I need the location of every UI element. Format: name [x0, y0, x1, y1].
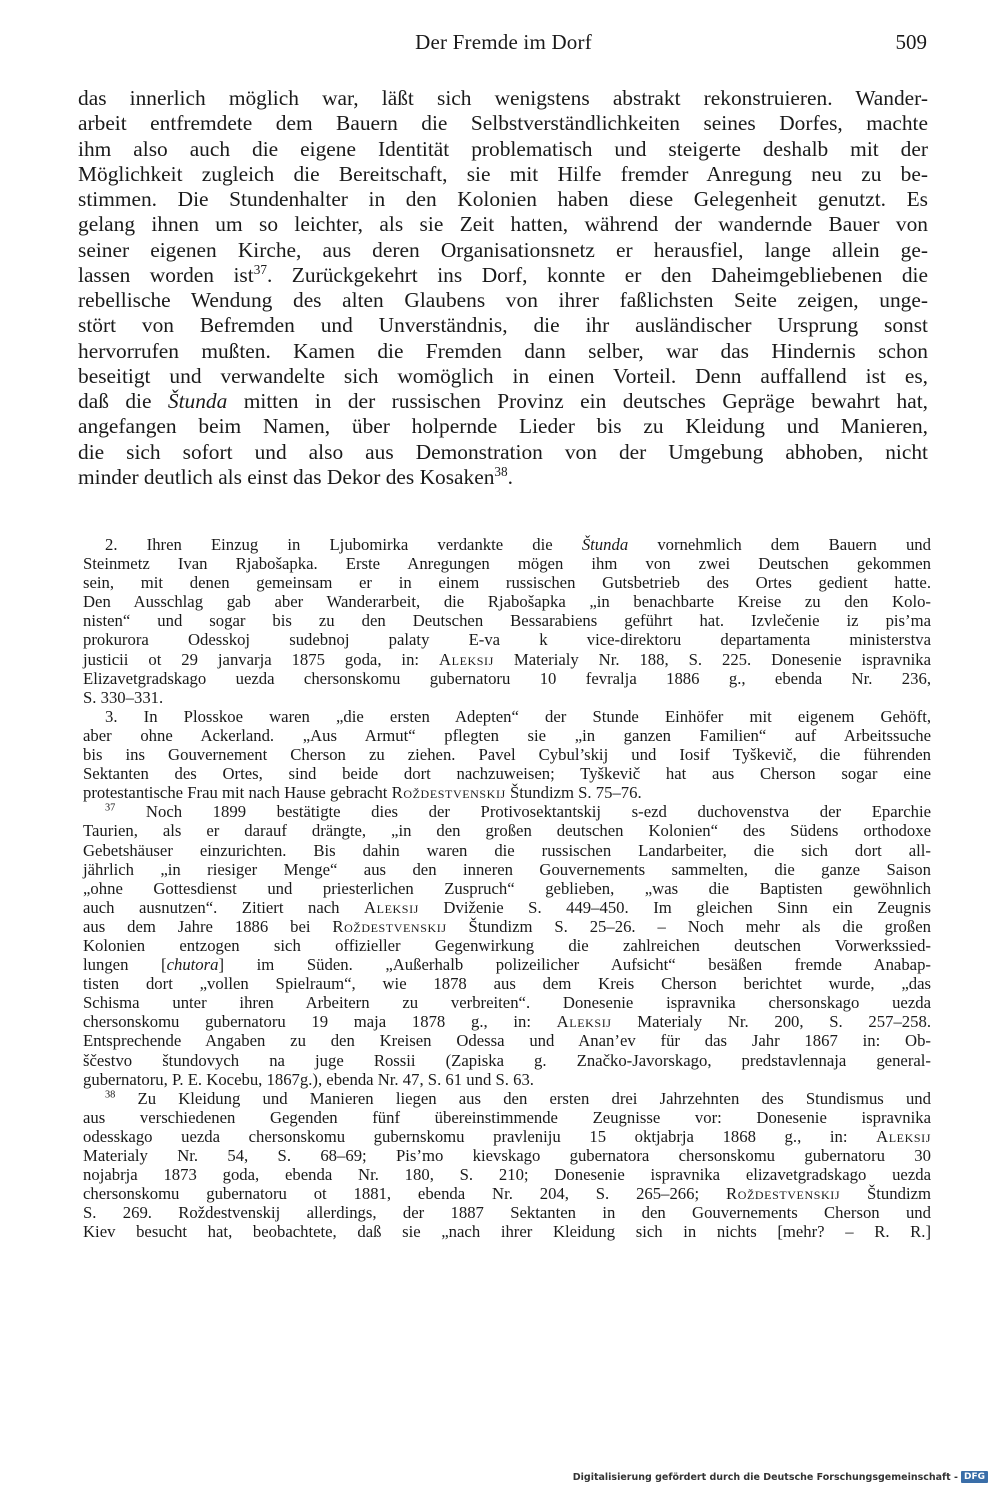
text-line: rebellische Wendung des alten Glaubens von ihrer faßlichsten Seite zeigen, unge-: [78, 288, 928, 312]
text-line: seiner eigenen Kirche, aus deren Organisationsnetz er herausfiel, lange allein ge-: [78, 237, 928, 262]
footnote-ref-38: 38: [494, 463, 508, 479]
main-paragraph: [78, 86, 928, 490]
running-head: [80, 30, 927, 62]
text-line: gelang ihnen um so leichter, als sie Zeit hatten, während der wandernde Bauer von: [78, 212, 928, 237]
footnote-marker-37: 37: [105, 802, 116, 814]
text-line: minder deutlich als einst das Dekor des Kosaken$^{38}$.: [78, 463, 514, 489]
notes-section: [83, 535, 931, 1241]
text-line: stört von Befremden und Unverständnis, die ihr ausländischer Ursprung sonst: [78, 313, 928, 338]
text-line: stimmen. Die Stundenhalter in den Kolonien haben diese Gelegenheit genutzt. Es: [78, 187, 928, 211]
text-line: ihm also auch die eigene Identität problematisch und steigerte deshalb mit der: [78, 136, 928, 161]
running-title: Der Fremde im Dorf: [415, 30, 592, 54]
note-2: 2. Ihren Einzug in Ljubomirka verdankte die Štunda vornehmlich dem Bauern und Steinmetz Ivan Rjabošapka. Erste Anregungen mögen ihm von zwei Deutschen gekommen sein, mit denen gemeinsam er in einem russischen Gutsbetrieb des Ortes gedient hatte. Den Ausschlag gab aber Wanderarbeit, die Rjabošapka „in benachbarte Kreise zu den Kolo- nisten“ und sogar bis zu den Deutschen Bessarabiens geführt hat. Izvlečenie iz pis’ma prokurora Odesskoj sudebnoj palaty E-va k vice-direktoru departamenta ministerstva justicii ot 29 janvarja 1875 goda, in: Aleksij Materialy Nr. 188, S. 225. Donesenie ispravnika Elizavetgradskago uezda chersonskomu gubernatoru 10 fevralja 1886 g., ebenda Nr. 236, S. 330–331.: [83, 535, 932, 707]
text-line: die sich sofort und also aus Demonstration von der Umgebung abhoben, nicht: [78, 439, 928, 464]
page-number: 509: [895, 30, 927, 54]
text-line: daß die Štunda mitten in der russischen Provinz ein deutsches Gepräge bewahrt hat,: [78, 389, 928, 413]
note-3: 3. In Plosskoe waren „die ersten Adepten“ der Stunde Einhöfer mit eigenem Gehöft, aber ohne Ackerland. „Aus Armut“ pflegten sie „in ganzen Familien“ auf Arbeitssuche bis ins Gouvernement Cherson zu ziehen. Pavel Cybul’skij und Iosif Tyškevič, die führenden Sektanten des Ortes, sind beide dort nachzuweisen; Tyškevič hat aus Cherson sogar eine protestantische Frau mit nach Hause gebracht Roždestvenskij Štundizm S. 75–76.: [83, 706, 931, 803]
footnote-38: $^{38}$ Zu Kleidung und Manieren liegen aus den ersten drei Jahrzehnten des Stundismus und aus verschiedenen Gegenden fünf übereinstimmende Zeugnisse vor: Donesenie ispravnika odesskago uezda chersonskomu gubernskomu pravleniju 15 oktjabrja 1868 g., in: Aleksij Materialy Nr. 54, S. 68–69; Pis’mo kievskago gubernatora chersonskomu gubernatoru 30 nojabrja 1873 goda, ebenda Nr. 180, S. 210; Donesenie ispravnika elizavetgradskago uezda chersonskomu gubernatoru ot 1881, ebenda Nr. 204, S. 265–266; Roždestvenskij Štundizm S. 269. Roždestvenskij allerdings, der 1887 Sektanten in den Gouvernements Cherson und Kiev besucht hat, beobachtete, daß sie „nach ihrer Kleidung sich in nichts [mehr? – R. R.]: [83, 1088, 931, 1242]
text-line: lassen worden ist$^{37}$. Zurückgekehrt ins Dorf, konnte er den Daheimgebliebenen die: [78, 261, 928, 287]
dfg-logo-icon: DFG: [961, 1471, 988, 1483]
text-line: angefangen beim Namen, über holpernde Lieder bis zu Kleidung und Manieren,: [78, 414, 928, 439]
footnote-marker-38: 38: [105, 1089, 116, 1101]
text-line: Möglichkeit zugleich die Bereitschaft, sie mit Hilfe fremder Anregung neu zu be-: [78, 161, 928, 186]
digitization-credit: [573, 1470, 988, 1484]
footnote-37: $^{37}$ Noch 1899 bestätigte dies der Protivosektantskij s-ezd duchovenstva der Eparchie Taurien, als er darauf drängte, „in den großen deutschen Kolonien“ des Südens orthodoxe Gebetshäuser einzurichten. Bis dahin waren die russischen Landarbeiter, die sich dort all- jährlich „in riesiger Menge“ aus den inneren Gouvernements sammelten, die ganze Saison „ohne Gottesdienst und priesterlichen Zuspruch“ geblieben, „was die Baptisten gewöhnlich auch ausnutzen“. Zitiert nach Aleksij Dviženie S. 449–450. Im gleichen Sinn ein Zeugnis aus dem Jahre 1886 bei Roždestvenskij Štundizm S. 25–26. – Noch mehr als die großen Kolonien entzogen sich offizieller Gegenwirkung die zahlreichen deutschen Vorwerkssied- lungen [chutora] im Süden. „Außerhalb polizeilicher Aufsicht“ besäßen fremde Anabap- tisten dort „vollen Spielraum“, wie 1878 aus dem Kreis Cherson berichtet wurde, „das Schisma unter ihren Arbeitern zu verbreiten“. Donesenie ispravnika chersonskago uezda chersonskomu gubernatoru 19 maja 1878 g., in: Aleksij Materialy Nr. 200, S. 257–258. Entsprechende Angaben zu den Kreisen Odessa und Anan’ev für das Jahr 1867 in: Ob- ščestvo štundovych na juge Rossii (Zapiska g. Značko-Javorskago, predstavlennaja general- gubernatoru, P. E. Kocebu, 1867g.), ebenda Nr. 47, S. 61 und S. 63.: [83, 802, 932, 1089]
footnote-ref-37: 37: [253, 261, 267, 277]
text-line: arbeit entfremdete dem Bauern die Selbstverständlichkeiten seines Dorfes, machte: [78, 111, 928, 136]
text-line: das innerlich möglich war, läßt sich wenigstens abstrakt rekonstruieren. Wander-: [78, 86, 928, 110]
text-line: beseitigt und verwandelte sich womöglich in einen Vorteil. Denn auffallend ist es,: [78, 363, 928, 388]
text-line: hervorrufen mußten. Kamen die Fremden dann selber, war das Hindernis schon: [78, 338, 928, 363]
credit-text: Digitalisierung gefördert durch die Deutsche Forschungsgemeinschaft -: [572, 1471, 958, 1483]
